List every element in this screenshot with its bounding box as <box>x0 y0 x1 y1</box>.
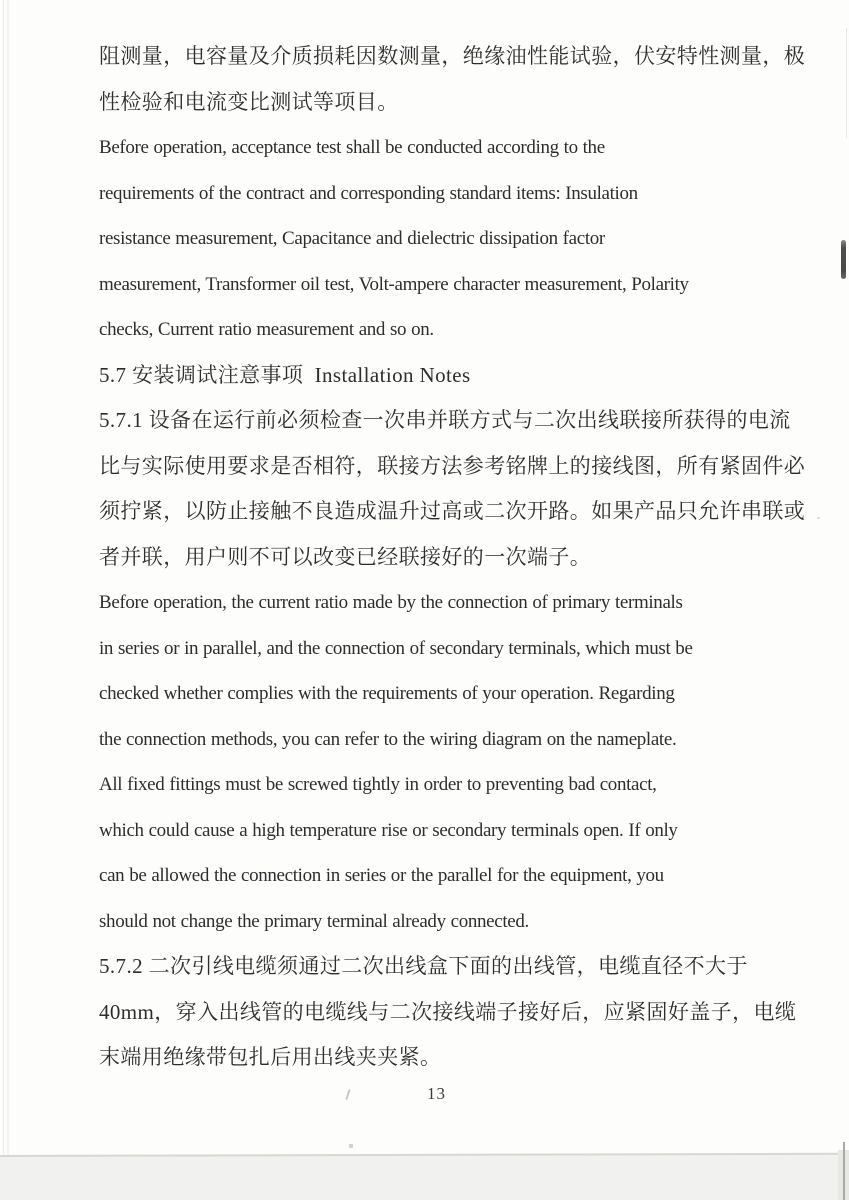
scan-speck <box>817 517 820 519</box>
document-body-text <box>99 34 819 1081</box>
text-line: 比与实际使用要求是否相符，联接方法参考铭牌上的接线图，所有紧固件必 <box>99 453 806 478</box>
text-line: 须拧紧，以防止接触不良造成温升过高或二次开路。如果产品只允许串联或 <box>99 499 806 523</box>
text-line: should not change the primary terminal already connected. <box>99 910 529 932</box>
scan-edge-line-left <box>3 0 4 1200</box>
scan-edge-line-left-2 <box>7 0 9 1200</box>
text-line: can be allowed the connection in series or the parallel for the equipment, you <box>99 865 664 886</box>
text-line: 5.7.1 设备在运行前必须检查一次串并联方式与二次出线联接所获得的电流 <box>99 408 791 432</box>
text-line: 阻测量，电容量及介质损耗因数测量，绝缘油性能试验，伏安特性测量，极 <box>99 44 806 68</box>
text-line: checks, Current ratio measurement and so on. <box>99 319 434 340</box>
section-heading-5-7: 5.7 安装调试注意事项 Installation Notes <box>99 362 471 387</box>
text-line: requirements of the contract and corresponding standard items: Insulation <box>99 182 638 204</box>
text-line: which could cause a high temperature rise or secondary terminals open. If only <box>99 819 678 841</box>
text-line: 40mm，穿入出线管的电缆线与二次接线端子接好后，应紧固好盖子，电缆 <box>99 999 797 1024</box>
text-line: All fixed fittings must be screwed tightly in order to preventing bad contact, <box>99 774 657 795</box>
text-line: measurement, Transformer oil test, Volt-ampere character measurement, Polarity <box>99 273 689 295</box>
text-line: 5.7.2 二次引线电缆须通过二次出线盒下面的出线管，电缆直径不大于 <box>99 954 748 978</box>
text-line: the connection methods, you can refer to the wiring diagram on the nameplate. <box>99 728 677 750</box>
page-number: 13 <box>427 1084 446 1103</box>
text-line: checked whether complies with the requirements of your operation. Regarding <box>99 683 675 704</box>
scan-edge-line-right <box>846 28 847 138</box>
text-line: 末端用绝缘带包扎后用出线夹夹紧。 <box>99 1045 442 1069</box>
text-line: Before operation, the current ratio made by the connection of primary terminals <box>99 592 683 613</box>
text-line: Before operation, acceptance test shall be conducted according to the <box>99 137 605 158</box>
text-line: in series or in parallel, and the connection of secondary terminals, which must be <box>99 637 693 659</box>
text-line: resistance measurement, Capacitance and dielectric dissipation factor <box>99 228 605 249</box>
text-line: 性检验和电流变比测试等项目。 <box>99 89 399 114</box>
scan-speck <box>349 1144 353 1148</box>
text-line: 者并联，用户则不可以改变已经联接好的一次端子。 <box>99 544 592 569</box>
scan-bottom-right-edge-line <box>843 1142 845 1200</box>
scan-dark-mark-right-edge <box>841 240 846 279</box>
scan-page-bottom-edge <box>0 1153 849 1200</box>
